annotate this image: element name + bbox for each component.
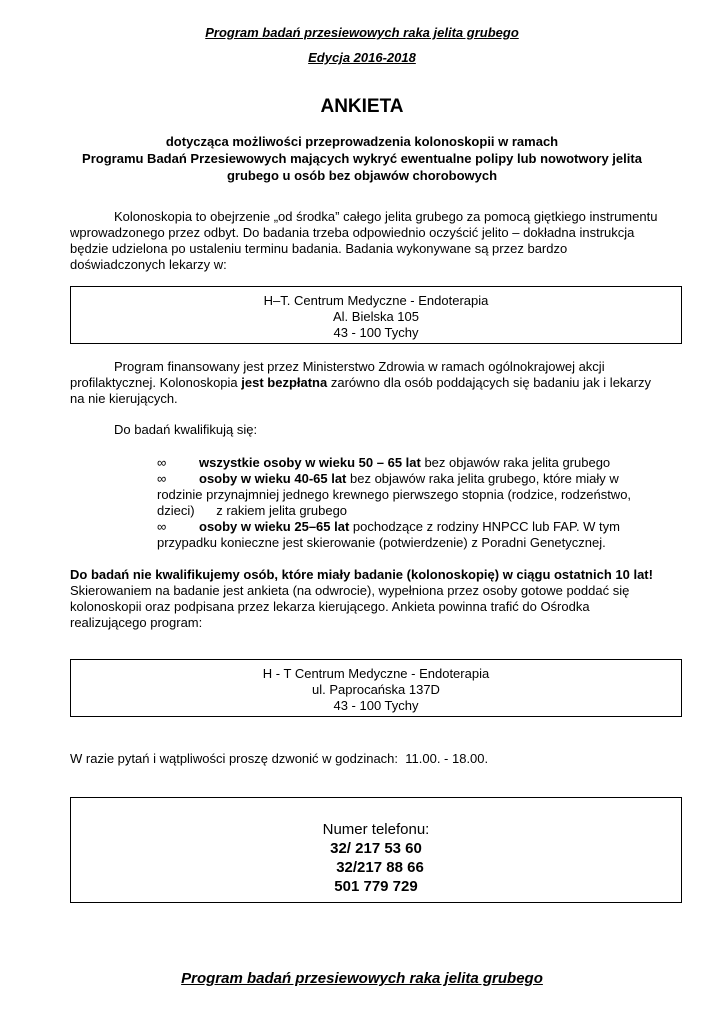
- footer-program-title: Program badań przesiewowych raka jelita grubego: [181, 970, 543, 987]
- page-title: ANKIETA: [320, 96, 404, 117]
- qualify-intro: Do badań kwalifikują się:: [114, 422, 258, 437]
- subtitle: [0, 133, 724, 184]
- list-item: [157, 455, 657, 471]
- clinic-street: ul. Paprocańska 137D: [312, 682, 440, 697]
- bullet-bold: osoby w wieku 40-65 lat: [199, 471, 347, 486]
- bullet-text: przypadku konieczne jest skierowanie (potwierdzenie) z Poradni Genetycznej.: [157, 535, 606, 550]
- clinic-address-box-2: [70, 659, 682, 717]
- list-item: [157, 519, 657, 551]
- header-edition: Edycja 2016-2018: [308, 50, 416, 65]
- clinic-city: 43 - 100 Tychy: [333, 325, 419, 340]
- clinic-name: H–T. Centrum Medyczne - Endoterapia: [263, 293, 489, 308]
- bullet-bold: wszystkie osoby w wieku 50 – 65 lat: [199, 455, 421, 470]
- subtitle-line: grubego u osób bez objawów chorobowych: [226, 168, 498, 183]
- bullet-text: pochodzące z rodziny HNPCC lub FAP. W tym: [349, 519, 620, 534]
- bullet-bold: osoby w wieku 25–65 lat: [199, 519, 350, 534]
- funding-line: na nie kierujących.: [70, 391, 178, 406]
- phone-number: 32/ 217 53 60: [330, 840, 422, 857]
- phone-number: 32/217 88 66: [336, 859, 424, 876]
- free-of-charge-text: jest bezpłatna: [241, 375, 328, 390]
- phone-number-box: [70, 797, 682, 903]
- exclusion-paragraph: [70, 567, 690, 631]
- funding-line: [70, 375, 680, 391]
- phone-label: Numer telefonu:: [322, 821, 430, 838]
- funding-text: zarówno dla osób poddających się badaniu jak i lekarzy: [327, 375, 651, 390]
- intro-line: wprowadzonego przez odbyt. Do badania trzeba odpowiednio oczyścić jelito – dokładna instrukcja: [70, 225, 635, 240]
- phone-number: 501 779 729: [334, 878, 418, 895]
- clinic-name: H - T Centrum Medyczne - Endoterapia: [262, 666, 490, 681]
- infinity-bullet-icon: ∞: [157, 519, 167, 534]
- funding-paragraph: [70, 359, 680, 407]
- bullet-text: bez objawów raka jelita grubego, które miały w: [346, 471, 619, 486]
- exclusion-line: realizującego program:: [70, 615, 203, 630]
- subtitle-line: Programu Badań Przesiewowych mających wykryć ewentualne polipy lub nowotwory jelita: [82, 151, 642, 166]
- clinic-city: 43 - 100 Tychy: [333, 698, 419, 713]
- intro-paragraph: [70, 209, 680, 273]
- bullet-text: dzieci) z rakiem jelita grubego: [157, 503, 348, 518]
- subtitle-line: dotycząca możliwości przeprowadzenia kolonoskopii w ramach: [165, 134, 559, 149]
- contact-hours: W razie pytań i wątpliwości proszę dzwonić w godzinach: 11.00. - 18.00.: [70, 751, 489, 766]
- infinity-bullet-icon: ∞: [157, 471, 167, 486]
- exclusion-line: Skierowaniem na badanie jest ankieta (na odwrocie), wypełniona przez osoby gotowe poddać się: [70, 583, 630, 598]
- exclusion-line: kolonoskopii oraz podpisana przez lekarza kierującego. Ankieta powinna trafić do Ośrodka: [70, 599, 590, 614]
- clinic-address-box-1: [70, 286, 682, 344]
- clinic-street: Al. Bielska 105: [333, 309, 419, 324]
- intro-line: Kolonoskopia to obejrzenie „od środka” całego jelita grubego za pomocą giętkiego instrumentu: [114, 209, 658, 224]
- bullet-text: bez objawów raka jelita grubego: [420, 455, 611, 470]
- infinity-bullet-icon: ∞: [157, 455, 167, 470]
- header-program-title: Program badań przesiewowych raka jelita grubego: [205, 25, 519, 40]
- exclusion-warning: Do badań nie kwalifikujemy osób, które miały badanie (kolonoskopię) w ciągu ostatnich 10 lat!: [70, 567, 653, 582]
- bullet-text: rodzinie przynajmniej jednego krewnego pierwszego stopnia (rodzice, rodzeństwo,: [157, 487, 632, 502]
- list-item: [157, 471, 657, 519]
- funding-text: profilaktycznej. Kolonoskopia: [70, 375, 242, 390]
- intro-line: doświadczonych lekarzy w:: [70, 257, 227, 272]
- funding-line: Program finansowany jest przez Ministerstwo Zdrowia w ramach ogólnokrajowej akcji: [114, 359, 605, 374]
- intro-line: będzie udzielona po ustaleniu terminu badania. Badania wykonywane są przez bardzo: [70, 241, 568, 256]
